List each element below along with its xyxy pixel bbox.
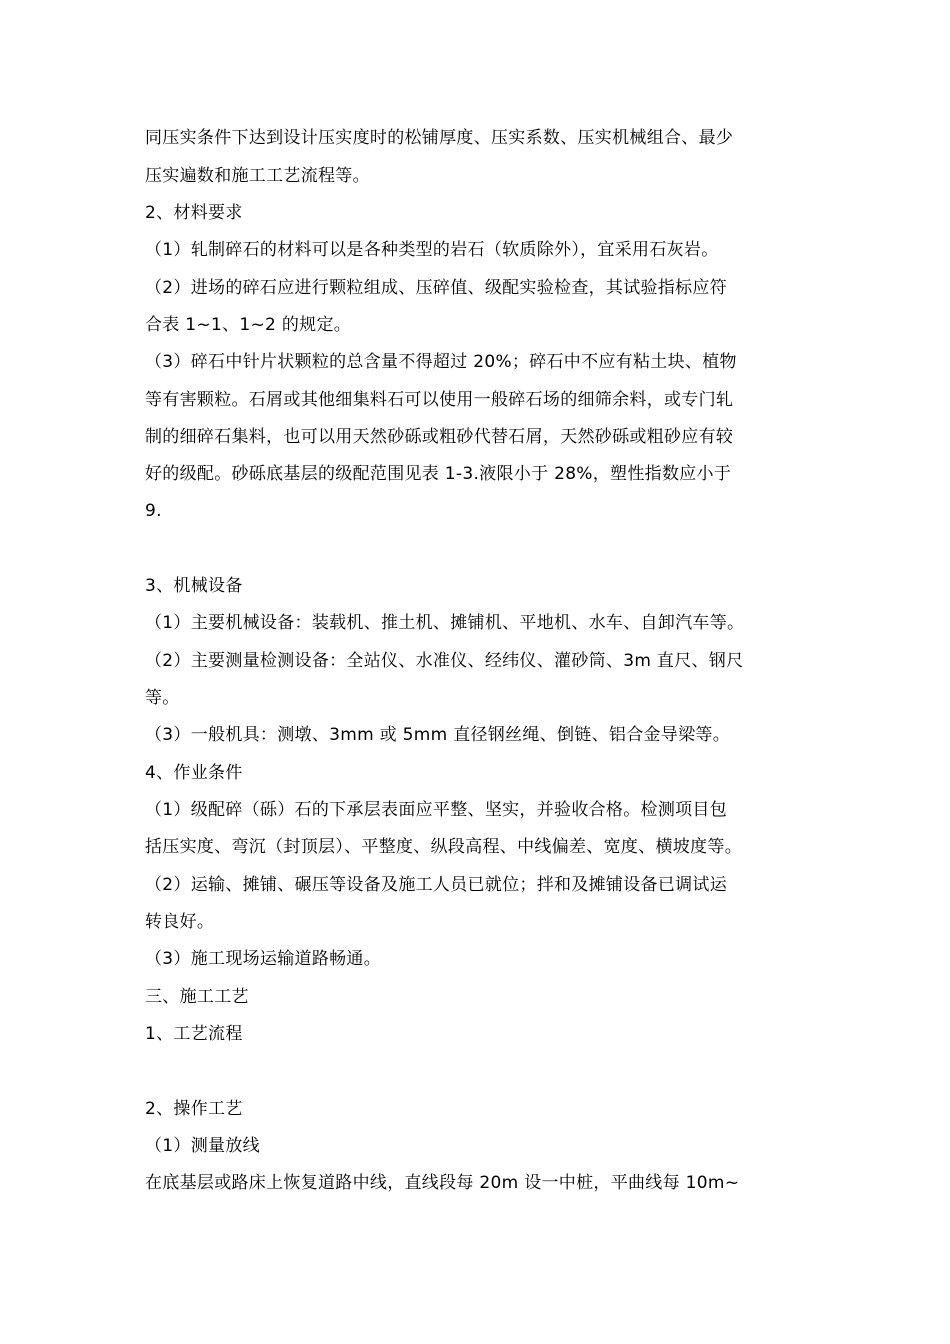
text-line: （2）进场的碎石应进行颗粒组成、压碎值、级配实验检查，其试验指标应符 — [145, 278, 728, 298]
text-line: 压实遍数和施工工艺流程等。 — [145, 166, 370, 186]
section-heading: 2、操作工艺 — [145, 1099, 243, 1119]
section-heading: 三、施工工艺 — [145, 987, 249, 1007]
text-line: （3）碎石中针片状颗粒的总含量不得超过 20%；碎石中不应有粘土块、植物 — [145, 352, 737, 372]
text-line: 等有害颗粒。石屑或其他细集料石可以使用一般碎石场的细筛余料，或专门轧 — [145, 390, 734, 410]
text-line: （1）主要机械设备：装载机、推土机、摊铺机、平地机、水车、自卸汽车等。 — [145, 613, 745, 633]
text-line: （1）级配碎（砾）石的下承层表面应平整、坚实，并验收合格。检测项目包 — [145, 800, 728, 820]
text-line: 9. — [145, 501, 162, 521]
section-heading: 1、工艺流程 — [145, 1024, 243, 1044]
section-heading: 3、机械设备 — [145, 576, 243, 596]
text-line: （1）测量放线 — [145, 1136, 260, 1156]
section-heading: 2、材料要求 — [145, 203, 243, 223]
text-line: （3）一般机具：测墩、3mm 或 5mm 直径钢丝绳、倒链、铝合金导梁等。 — [145, 725, 730, 745]
text-line: 括压实度、弯沉（封顶层）、平整度、纵段高程、中线偏差、宽度、横坡度等。 — [145, 837, 742, 857]
text-line: 制的细碎石集料，也可以用天然砂砾或粗砂代替石屑，天然砂砾或粗砂应有较 — [145, 427, 734, 447]
text-line: 等。 — [145, 688, 180, 708]
section-heading: 4、作业条件 — [145, 763, 243, 783]
text-line: 在底基层或路床上恢复道路中线，直线段每 20m 设一中桩，平曲线每 10m~ — [145, 1173, 740, 1193]
text-line: 合表 1~1、1~2 的规定。 — [145, 315, 352, 335]
text-line: （2）运输、摊铺、碾压等设备及施工人员已就位；拌和及摊铺设备已调试运 — [145, 875, 728, 895]
text-line: 同压实条件下达到设计压实度时的松铺厚度、压实系数、压实机械组合、最少 — [145, 128, 734, 148]
text-line: 好的级配。砂砾底基层的级配范围见表 1-3.液限小于 28%，塑性指数应小于 — [145, 464, 732, 484]
text-line: 转良好。 — [145, 912, 215, 932]
text-line: （3）施工现场运输道路畅通。 — [145, 949, 382, 969]
text-line: （1）轧制碎石的材料可以是各种类型的岩石（软质除外），宜采用石灰岩。 — [145, 240, 719, 260]
text-line: （2）主要测量检测设备：全站仪、水准仪、经纬仪、灌砂筒、3m 直尺、钢尺 — [145, 651, 744, 671]
